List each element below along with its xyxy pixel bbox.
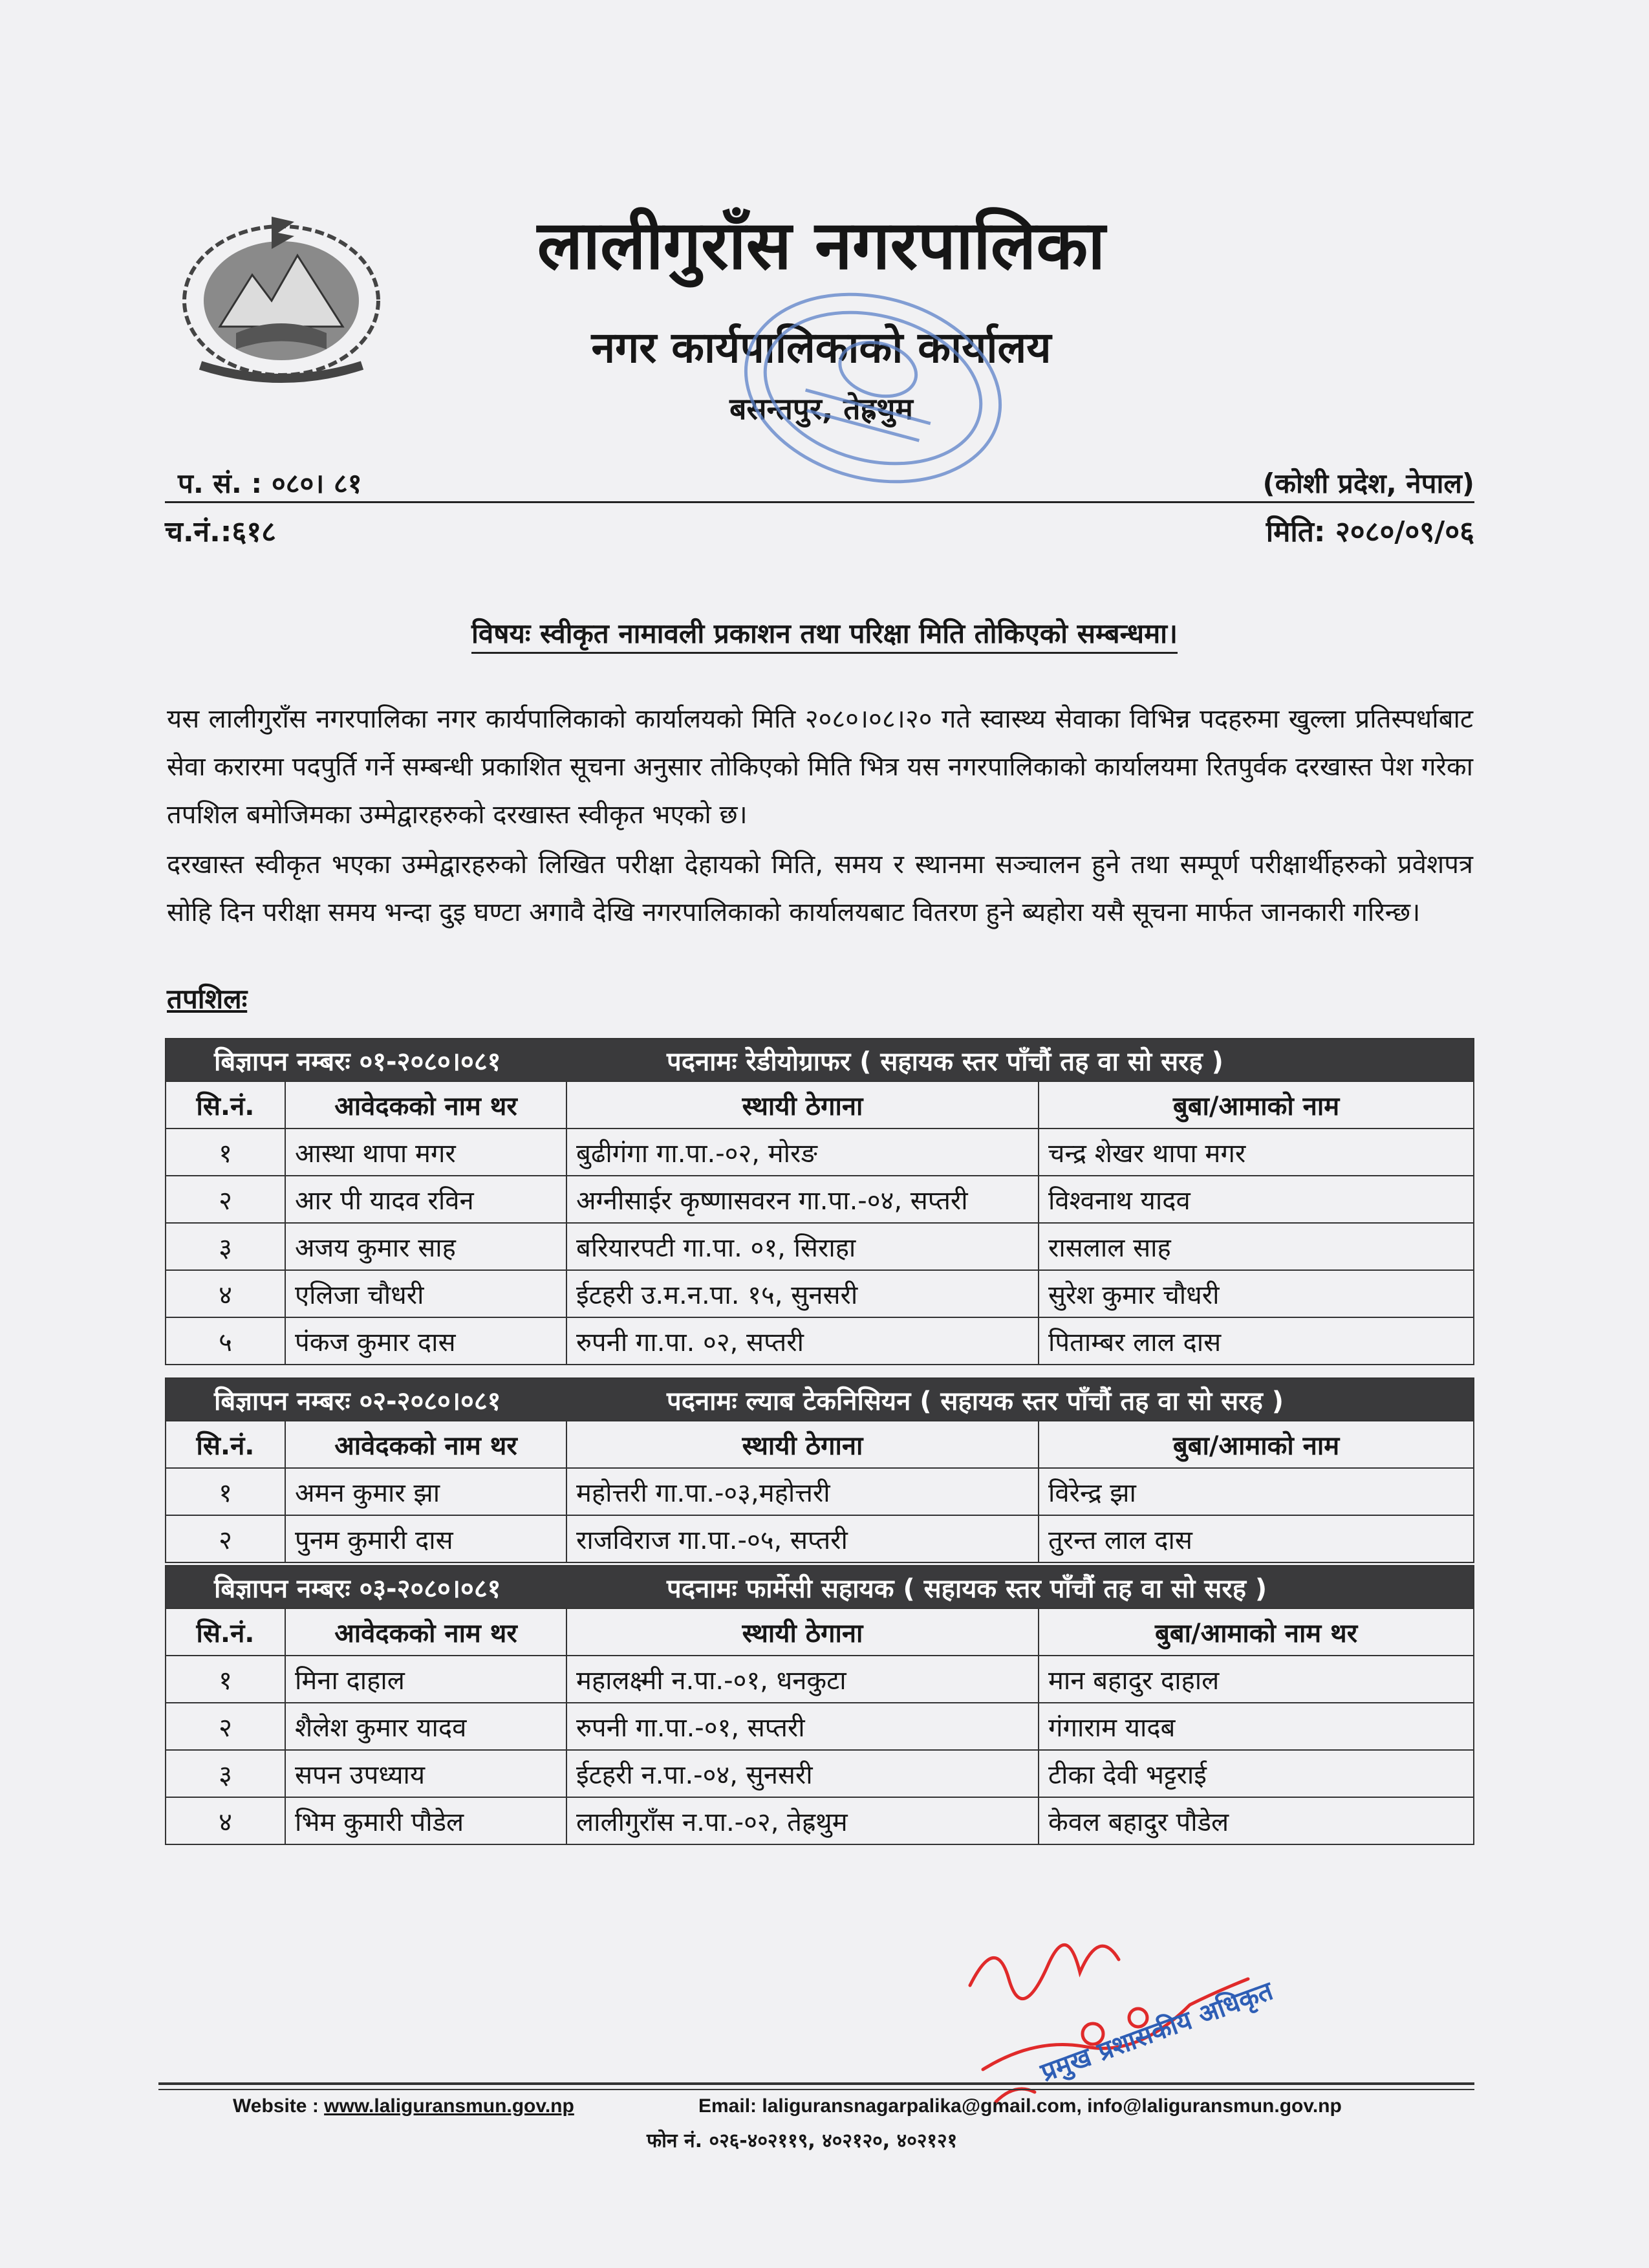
- col-header-name: आवेदकको नाम थर: [285, 1608, 566, 1656]
- cell-name: आर पी यादव रविन: [285, 1176, 566, 1223]
- office-seal-icon: [718, 272, 1028, 504]
- footer-divider: [158, 2082, 1474, 2085]
- letter-date: मिति: २०८०/०९/०६: [1266, 515, 1474, 548]
- table-row: [166, 1317, 1474, 1365]
- cell-sn: ५: [166, 1317, 285, 1365]
- table-row: [166, 1468, 1474, 1515]
- col-header-sn: सि.नं.: [166, 1081, 285, 1129]
- cell-address: ईटहरी उ.म.न.पा. १५, सुनसरी: [566, 1270, 1039, 1317]
- cell-address: बुढीगंगा गा.पा.-०२, मोरङ: [566, 1129, 1039, 1176]
- table-row: [166, 1703, 1474, 1750]
- cell-sn: १: [166, 1129, 285, 1176]
- cell-name: पुनम कुमारी दास: [285, 1515, 566, 1562]
- cell-sn: २: [166, 1176, 285, 1223]
- col-header-parent: बुबा/आमाको नाम: [1039, 1421, 1474, 1468]
- subject-line: [0, 614, 1649, 651]
- dispatch-number: च.नं.:६१८: [165, 515, 277, 548]
- table-row: [166, 1656, 1474, 1703]
- cell-address: ईटहरी न.पा.-०४, सुनसरी: [566, 1750, 1039, 1797]
- reference-number: प. सं. : ०८०। ८१: [178, 468, 362, 499]
- post-name: पदनामः ल्याब टेकनिसियन ( सहायक स्तर पाँचौं तह वा सो सरह ): [667, 1386, 1284, 1416]
- office-address: बसन्तपुर, तेह्रथुम: [729, 391, 913, 426]
- cell-name: एलिजा चौधरी: [285, 1270, 566, 1317]
- details-label: तपशिलः: [167, 983, 248, 1015]
- post-name: पदनामः फार्मेसी सहायक ( सहायक स्तर पाँचौं तह वा सो सरह ): [667, 1573, 1267, 1604]
- cell-address: अग्नीसाईर कृष्णासवरन गा.पा.-०४, सप्तरी: [566, 1176, 1039, 1223]
- cell-name: अमन कुमार झा: [285, 1468, 566, 1515]
- col-header-parent: बुबा/आमाको नाम: [1039, 1081, 1474, 1129]
- cell-parent: तुरन्त लाल दास: [1039, 1515, 1474, 1562]
- cell-name: आस्था थापा मगर: [285, 1129, 566, 1176]
- cell-parent: विश्वनाथ यादव: [1039, 1176, 1474, 1223]
- post-name: पदनामः रेडीयोग्राफर ( सहायक स्तर पाँचौं तह वा सो सरह ): [667, 1046, 1223, 1077]
- email-label: Email:: [698, 2095, 762, 2117]
- ad-number: बिज्ञापन नम्बरः ०१-२०८०।०८१: [214, 1046, 501, 1077]
- table-row: [166, 1797, 1474, 1844]
- cell-name: पंकज कुमार दास: [285, 1317, 566, 1365]
- col-header-address: स्थायी ठेगाना: [566, 1081, 1039, 1129]
- cell-sn: ३: [166, 1223, 285, 1270]
- header-divider: [165, 501, 1474, 503]
- table-band-cell: [166, 1039, 1474, 1081]
- footer-divider: [158, 2089, 1474, 2090]
- body-paragraph-1: यस लालीगुराँस नगरपालिका नगर कार्यपालिकाको कार्यालयको मिति २०८०।०८।२० गते स्वास्थ्य सेवाका विभिन्न पदहरुमा खुल्ला प्रतिस्पर्धाबाट सेवा करारमा पदपुर्ति गर्ने सम्बन्धी प्रकाशित सूचना अनुसार तोकिएको मिति भित्र यस नगरपालिकाको कार्यालयमा रितपुर्वक दरखास्त पेश गरेका तपशिल बमोजिमका उम्मेद्वारहरुको दरखास्त स्वीकृत भएको छ।: [167, 704, 1473, 830]
- cell-address: रुपनी गा.पा.-०१, सप्तरी: [566, 1703, 1039, 1750]
- cell-name: सपन उपध्याय: [285, 1750, 566, 1797]
- table-band: [166, 1039, 1474, 1081]
- cell-parent: विरेन्द्र झा: [1039, 1468, 1474, 1515]
- cell-address: लालीगुराँस न.पा.-०२, तेह्रथुम: [566, 1797, 1039, 1844]
- body-paragraph-2: दरखास्त स्वीकृत भएका उम्मेद्वारहरुको लिखित परीक्षा देहायको मिति, समय र स्थानमा सञ्चालन हुने तथा सम्पूर्ण परीक्षार्थीहरुको प्रवेशपत्र सोहि दिन परीक्षा समय भन्दा दुइ घण्टा अगावै देखि नगरपालिकाको कार्यालयबाट वितरण हुने ब्यहोरा यसै सूचना मार्फत जानकारी गरिन्छ।: [167, 850, 1473, 927]
- footer-website: [233, 2095, 574, 2117]
- ad-number: बिज्ञापन नम्बरः ०२-२०८०।०८१: [214, 1386, 501, 1416]
- cell-sn: ४: [166, 1270, 285, 1317]
- col-header-address: स्थायी ठेगाना: [566, 1608, 1039, 1656]
- cell-address: महालक्ष्मी न.पा.-०१, धनकुटा: [566, 1656, 1039, 1703]
- org-title: लालीगुराँस नगरपालिका: [537, 206, 1106, 285]
- officer-title: प्रमुख प्रशासकीय अधिकृत: [1037, 1976, 1277, 2088]
- cell-address: रुपनी गा.पा. ०२, सप्तरी: [566, 1317, 1039, 1365]
- cell-sn: १: [166, 1656, 285, 1703]
- table-header-row: [166, 1608, 1474, 1656]
- cell-sn: २: [166, 1515, 285, 1562]
- footer-email: [698, 2095, 1342, 2117]
- table-band: [166, 1378, 1474, 1421]
- table-band-cell: [166, 1378, 1474, 1421]
- cell-parent: पिताम्बर लाल दास: [1039, 1317, 1474, 1365]
- ad-number: बिज्ञापन नम्बरः ०३-२०८०।०८१: [214, 1573, 501, 1604]
- cell-sn: १: [166, 1468, 285, 1515]
- table-row: [166, 1223, 1474, 1270]
- email-addresses[interactable]: laliguransnagarpalika@gmail.com, info@laliguransmun.gov.np: [762, 2095, 1342, 2117]
- candidate-table-lab-technician: [165, 1377, 1474, 1563]
- candidate-table-radiographer: [165, 1038, 1474, 1365]
- table-row: [166, 1750, 1474, 1797]
- cell-parent: टीका देवी भट्टराई: [1039, 1750, 1474, 1797]
- website-link[interactable]: www.laliguransmun.gov.np: [324, 2095, 574, 2117]
- cell-address: महोत्तरी गा.पा.-०३,महोत्तरी: [566, 1468, 1039, 1515]
- table-header-row: [166, 1081, 1474, 1129]
- table-header-row: [166, 1421, 1474, 1468]
- table-row: [166, 1515, 1474, 1562]
- cell-name: अजय कुमार साह: [285, 1223, 566, 1270]
- nepal-emblem-icon: [175, 204, 388, 385]
- cell-sn: ३: [166, 1750, 285, 1797]
- cell-parent: चन्द्र शेखर थापा मगर: [1039, 1129, 1474, 1176]
- cell-parent: गंगाराम यादब: [1039, 1703, 1474, 1750]
- website-label: Website :: [233, 2095, 325, 2117]
- table-band: [166, 1566, 1474, 1608]
- subject-text: विषयः स्वीकृत नामावली प्रकाशन तथा परिक्षा मिति तोकिएको सम्बन्धमा।: [471, 618, 1178, 654]
- cell-parent: केवल बहादुर पौडेल: [1039, 1797, 1474, 1844]
- cell-parent: मान बहादुर दाहाल: [1039, 1656, 1474, 1703]
- cell-address: बरियारपटी गा.पा. ०१, सिराहा: [566, 1223, 1039, 1270]
- cell-name: मिना दाहाल: [285, 1656, 566, 1703]
- cell-parent: सुरेश कुमार चौधरी: [1039, 1270, 1474, 1317]
- col-header-name: आवेदकको नाम थर: [285, 1421, 566, 1468]
- col-header-sn: सि.नं.: [166, 1421, 285, 1468]
- cell-sn: २: [166, 1703, 285, 1750]
- cell-address: राजविराज गा.पा.-०५, सप्तरी: [566, 1515, 1039, 1562]
- candidate-table-pharmacy-assistant: [165, 1565, 1474, 1845]
- col-header-sn: सि.नं.: [166, 1608, 285, 1656]
- table-row: [166, 1270, 1474, 1317]
- table-row: [166, 1176, 1474, 1223]
- cell-name: भिम कुमारी पौडेल: [285, 1797, 566, 1844]
- col-header-parent: बुबा/आमाको नाम थर: [1039, 1608, 1474, 1656]
- table-row: [166, 1129, 1474, 1176]
- province-label: (कोशी प्रदेश, नेपाल): [1262, 468, 1474, 499]
- footer-phone: फोन नं. ०२६-४०२११९, ४०२१२०, ४०२१२१: [647, 2130, 958, 2152]
- office-name: नगर कार्यपालिकाको कार्यालय: [591, 323, 1051, 373]
- cell-parent: रासलाल साह: [1039, 1223, 1474, 1270]
- table-band-cell: [166, 1566, 1474, 1608]
- cell-name: शैलेश कुमार यादव: [285, 1703, 566, 1750]
- col-header-name: आवेदकको नाम थर: [285, 1081, 566, 1129]
- cell-sn: ४: [166, 1797, 285, 1844]
- col-header-address: स्थायी ठेगाना: [566, 1421, 1039, 1468]
